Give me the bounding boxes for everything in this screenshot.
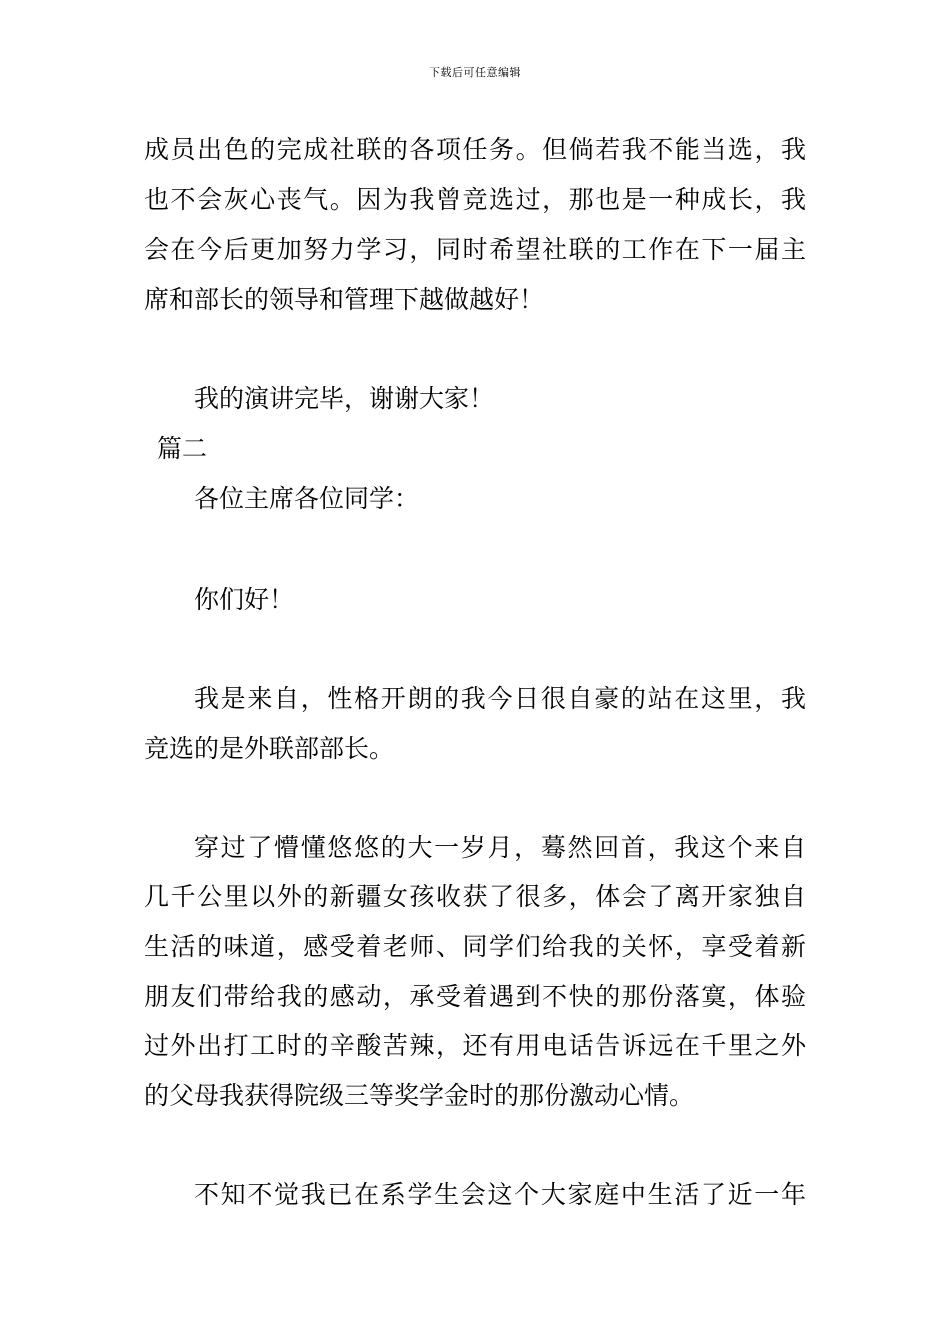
paragraph-6-line-2: 几千公里以外的新疆女孩收获了很多，体会了离开家独自 bbox=[144, 882, 806, 911]
paragraph-1-line-2: 也不会灰心丧气。因为我曾竞选过，那也是一种成长，我 bbox=[144, 185, 806, 214]
section-title: 篇二 bbox=[157, 434, 208, 463]
paragraph-6-line-4: 朋友们带给我的感动，承受着遇到不快的那份落寞，体验 bbox=[144, 982, 806, 1011]
paragraph-5-line-1: 我是来自，性格开朗的我今日很自豪的站在这里，我 bbox=[194, 684, 806, 713]
paragraph-1-line-4: 席和部长的领导和管理下越做越好！ bbox=[144, 285, 545, 314]
paragraph-6-line-3: 生活的味道，感受着老师、同学们给我的关怀，享受着新 bbox=[144, 932, 806, 961]
paragraph-6-line-6: 的父母我获得院级三等奖学金时的那份激动心情。 bbox=[144, 1081, 695, 1110]
paragraph-1-line-1: 成员出色的完成社联的各项任务。但倘若我不能当选，我 bbox=[144, 135, 806, 164]
paragraph-4-line-1: 你们好！ bbox=[194, 585, 295, 614]
paragraph-6-line-1: 穿过了懵懂悠悠的大一岁月，蓦然回首，我这个来自 bbox=[194, 833, 806, 862]
paragraph-3-line-1: 各位主席各位同学： bbox=[194, 484, 420, 513]
paragraph-6-line-5: 过外出打工时的辛酸苦辣，还有用电话告诉远在千里之外 bbox=[144, 1031, 806, 1060]
page-header: 下载后可任意编辑 bbox=[429, 66, 521, 79]
paragraph-5-line-2: 竞选的是外联部部长。 bbox=[144, 734, 395, 763]
paragraph-7-line-1: 不知不觉我已在系学生会这个大家庭中生活了近一年 bbox=[194, 1180, 806, 1209]
paragraph-2-line-1: 我的演讲完毕，谢谢大家！ bbox=[194, 384, 495, 413]
paragraph-1-line-3: 会在今后更加努力学习，同时希望社联的工作在下一届主 bbox=[144, 235, 806, 264]
